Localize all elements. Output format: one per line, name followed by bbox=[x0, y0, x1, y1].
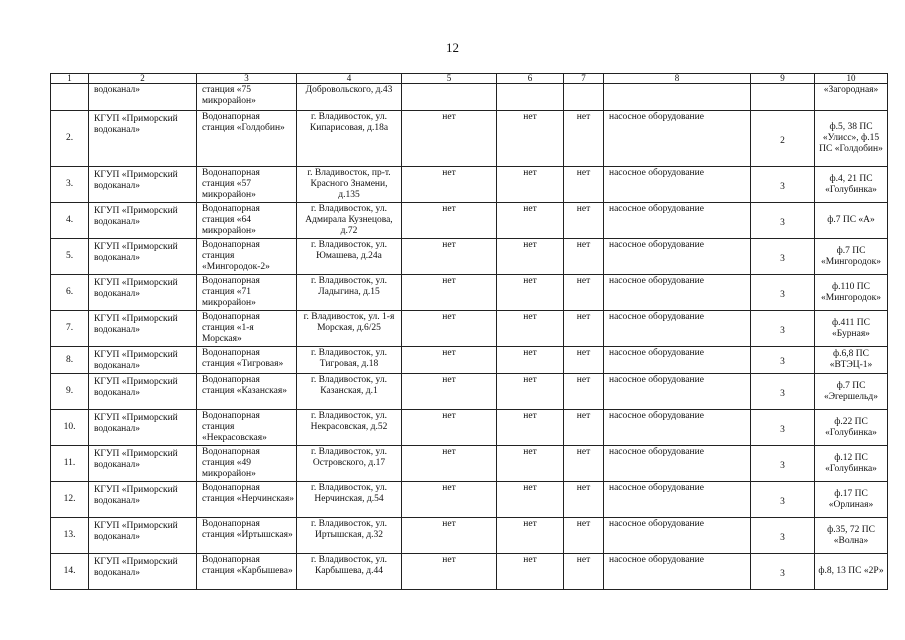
col7-cell: нет bbox=[564, 347, 604, 374]
equipment-cell: насосное оборудование bbox=[604, 374, 751, 410]
category-cell: 3 bbox=[751, 311, 815, 347]
organization-cell: КГУП «Приморский водоканал» bbox=[89, 482, 197, 518]
col5-cell: нет bbox=[402, 446, 497, 482]
row-number-cell: 8. bbox=[51, 347, 89, 374]
power-source-cell: «Загородная» bbox=[815, 84, 888, 111]
organization-cell: КГУП «Приморский водоканал» bbox=[89, 203, 197, 239]
col5-cell: нет bbox=[402, 518, 497, 554]
station-cell: Водонапорная станция «64 микрорайон» bbox=[197, 203, 297, 239]
col5-cell: нет bbox=[402, 410, 497, 446]
category-cell: 3 bbox=[751, 347, 815, 374]
organization-cell: КГУП «Приморский водоканал» bbox=[89, 347, 197, 374]
station-cell: Водонапорная станция «Карбышева» bbox=[197, 554, 297, 590]
column-number: 9 bbox=[751, 74, 815, 84]
equipment-cell: насосное оборудование bbox=[604, 311, 751, 347]
power-source-cell: ф.7 ПС «А» bbox=[815, 203, 888, 239]
table-row bbox=[51, 347, 888, 374]
col5-cell: нет bbox=[402, 554, 497, 590]
station-cell: Водонапорная станция «Мингородок-2» bbox=[197, 239, 297, 275]
col6-cell: нет bbox=[497, 554, 564, 590]
equipment-cell: насосное оборудование bbox=[604, 275, 751, 311]
table-row bbox=[51, 203, 888, 239]
power-source-cell: ф.35, 72 ПС «Волна» bbox=[815, 518, 888, 554]
category-cell: 3 bbox=[751, 203, 815, 239]
address-cell: г. Владивосток, ул. Ладыгина, д.15 bbox=[297, 275, 402, 311]
power-source-cell: ф.411 ПС «Бурная» bbox=[815, 311, 888, 347]
power-source-cell: ф.110 ПС «Мингородок» bbox=[815, 275, 888, 311]
organization-cell: КГУП «Приморский водоканал» bbox=[89, 410, 197, 446]
column-number: 5 bbox=[402, 74, 497, 84]
equipment-cell: насосное оборудование bbox=[604, 239, 751, 275]
equipment-cell: насосное оборудование bbox=[604, 482, 751, 518]
col7-cell: нет bbox=[564, 311, 604, 347]
category-cell: 3 bbox=[751, 446, 815, 482]
column-number: 4 bbox=[297, 74, 402, 84]
col7-cell: нет bbox=[564, 554, 604, 590]
address-cell: Добровольского, д.43 bbox=[297, 84, 402, 111]
col6-cell: нет bbox=[497, 347, 564, 374]
col6-cell: нет bbox=[497, 111, 564, 167]
row-number-cell: 14. bbox=[51, 554, 89, 590]
table-row bbox=[51, 446, 888, 482]
col5-cell: нет bbox=[402, 347, 497, 374]
column-number: 6 bbox=[497, 74, 564, 84]
power-source-cell: ф.4, 21 ПС «Голубинка» bbox=[815, 167, 888, 203]
category-cell: 3 bbox=[751, 554, 815, 590]
table-row bbox=[51, 311, 888, 347]
address-cell: г. Владивосток, ул. 1-я Морская, д.6/25 bbox=[297, 311, 402, 347]
equipment-cell: насосное оборудование bbox=[604, 203, 751, 239]
power-source-cell: ф.8, 13 ПС «2Р» bbox=[815, 554, 888, 590]
address-cell: г. Владивосток, ул. Некрасовская, д.52 bbox=[297, 410, 402, 446]
address-cell: г. Владивосток, ул. Тигровая, д.18 bbox=[297, 347, 402, 374]
page-number: 12 bbox=[446, 40, 459, 55]
row-number-cell: 13. bbox=[51, 518, 89, 554]
col7-cell: нет bbox=[564, 410, 604, 446]
row-number-cell: 12. bbox=[51, 482, 89, 518]
row-number-cell: 2. bbox=[51, 111, 89, 167]
stations-table bbox=[50, 73, 888, 590]
col6-cell: нет bbox=[497, 203, 564, 239]
col6-cell: нет bbox=[497, 482, 564, 518]
station-cell: Водонапорная станция «57 микрорайон» bbox=[197, 167, 297, 203]
power-source-cell: ф.6,8 ПС «ВТЭЦ-1» bbox=[815, 347, 888, 374]
category-cell: 3 bbox=[751, 167, 815, 203]
col7-cell: нет bbox=[564, 518, 604, 554]
col5-cell: нет bbox=[402, 275, 497, 311]
col7-cell: нет bbox=[564, 167, 604, 203]
power-source-cell: ф.22 ПС «Голубинка» bbox=[815, 410, 888, 446]
category-cell: 3 bbox=[751, 482, 815, 518]
col5-cell: нет bbox=[402, 374, 497, 410]
station-cell: Водонапорная станция «49 микрорайон» bbox=[197, 446, 297, 482]
col5-cell: нет bbox=[402, 311, 497, 347]
table-row bbox=[51, 410, 888, 446]
equipment-cell: насосное оборудование bbox=[604, 111, 751, 167]
col5-cell: нет bbox=[402, 239, 497, 275]
station-cell: Водонапорная станция «Иртышская» bbox=[197, 518, 297, 554]
address-cell: г. Владивосток, ул. Адмирала Кузнецова, д.72 bbox=[297, 203, 402, 239]
col6-cell bbox=[497, 84, 564, 111]
table-row bbox=[51, 167, 888, 203]
col7-cell: нет bbox=[564, 482, 604, 518]
category-cell: 2 bbox=[751, 111, 815, 167]
column-numbers-row bbox=[51, 74, 888, 84]
table-row bbox=[51, 111, 888, 167]
col6-cell: нет bbox=[497, 239, 564, 275]
col5-cell: нет bbox=[402, 111, 497, 167]
row-number-cell: 7. bbox=[51, 311, 89, 347]
equipment-cell: насосное оборудование bbox=[604, 446, 751, 482]
power-source-cell: ф.5, 38 ПС «Улисс», ф.15 ПС «Голдобин» bbox=[815, 111, 888, 167]
organization-cell: водоканал» bbox=[89, 84, 197, 111]
organization-cell: КГУП «Приморский водоканал» bbox=[89, 111, 197, 167]
category-cell: 3 bbox=[751, 518, 815, 554]
category-cell: 3 bbox=[751, 239, 815, 275]
station-cell: Водонапорная станция «Нерчинская» bbox=[197, 482, 297, 518]
col7-cell: нет bbox=[564, 446, 604, 482]
category-cell: 3 bbox=[751, 275, 815, 311]
col6-cell: нет bbox=[497, 275, 564, 311]
organization-cell: КГУП «Приморский водоканал» bbox=[89, 446, 197, 482]
station-cell: Водонапорная станция «Казанская» bbox=[197, 374, 297, 410]
col6-cell: нет bbox=[497, 311, 564, 347]
col5-cell: нет bbox=[402, 167, 497, 203]
col7-cell: нет bbox=[564, 239, 604, 275]
col7-cell: нет bbox=[564, 111, 604, 167]
address-cell: г. Владивосток, ул. Островского, д.17 bbox=[297, 446, 402, 482]
equipment-cell: насосное оборудование bbox=[604, 410, 751, 446]
equipment-cell bbox=[604, 84, 751, 111]
col5-cell: нет bbox=[402, 482, 497, 518]
continuation-row bbox=[51, 84, 888, 111]
col6-cell: нет bbox=[497, 167, 564, 203]
address-cell: г. Владивосток, ул. Иртышская, д.32 bbox=[297, 518, 402, 554]
address-cell: г. Владивосток, ул. Нерчинская, д.54 bbox=[297, 482, 402, 518]
row-number-cell: 10. bbox=[51, 410, 89, 446]
station-cell: Водонапорная станция «Голдобин» bbox=[197, 111, 297, 167]
station-cell: Водонапорная станция «Тигровая» bbox=[197, 347, 297, 374]
table-row bbox=[51, 554, 888, 590]
organization-cell: КГУП «Приморский водоканал» bbox=[89, 518, 197, 554]
column-number: 10 bbox=[815, 74, 888, 84]
equipment-cell: насосное оборудование bbox=[604, 518, 751, 554]
equipment-cell: насосное оборудование bbox=[604, 347, 751, 374]
organization-cell: КГУП «Приморский водоканал» bbox=[89, 311, 197, 347]
column-number: 3 bbox=[197, 74, 297, 84]
power-source-cell: ф.7 ПС «Мингородок» bbox=[815, 239, 888, 275]
power-source-cell: ф.17 ПС «Орлиная» bbox=[815, 482, 888, 518]
row-number-cell: 3. bbox=[51, 167, 89, 203]
table-row bbox=[51, 275, 888, 311]
col6-cell: нет bbox=[497, 410, 564, 446]
table-row bbox=[51, 239, 888, 275]
organization-cell: КГУП «Приморский водоканал» bbox=[89, 239, 197, 275]
station-cell: Водонапорная станция «Некрасовская» bbox=[197, 410, 297, 446]
table-row bbox=[51, 518, 888, 554]
row-number-cell: 6. bbox=[51, 275, 89, 311]
col5-cell bbox=[402, 84, 497, 111]
col6-cell: нет bbox=[497, 374, 564, 410]
column-number: 8 bbox=[604, 74, 751, 84]
address-cell: г. Владивосток, ул. Казанская, д.1 bbox=[297, 374, 402, 410]
row-number-cell bbox=[51, 84, 89, 111]
row-number-cell: 11. bbox=[51, 446, 89, 482]
table-row bbox=[51, 374, 888, 410]
station-cell: Водонапорная станция «71 микрорайон» bbox=[197, 275, 297, 311]
row-number-cell: 4. bbox=[51, 203, 89, 239]
address-cell: г. Владивосток, ул. Кипарисовая, д.18а bbox=[297, 111, 402, 167]
col6-cell: нет bbox=[497, 446, 564, 482]
column-number: 1 bbox=[51, 74, 89, 84]
organization-cell: КГУП «Приморский водоканал» bbox=[89, 374, 197, 410]
power-source-cell: ф.12 ПС «Голубинка» bbox=[815, 446, 888, 482]
station-cell: станция «75 микрорайон» bbox=[197, 84, 297, 111]
address-cell: г. Владивосток, пр-т. Красного Знамени, д.135 bbox=[297, 167, 402, 203]
table-row bbox=[51, 482, 888, 518]
category-cell: 3 bbox=[751, 410, 815, 446]
row-number-cell: 9. bbox=[51, 374, 89, 410]
col7-cell bbox=[564, 84, 604, 111]
col6-cell: нет bbox=[497, 518, 564, 554]
col5-cell: нет bbox=[402, 203, 497, 239]
column-number: 7 bbox=[564, 74, 604, 84]
organization-cell: КГУП «Приморский водоканал» bbox=[89, 554, 197, 590]
organization-cell: КГУП «Приморский водоканал» bbox=[89, 167, 197, 203]
equipment-cell: насосное оборудование bbox=[604, 167, 751, 203]
equipment-cell: насосное оборудование bbox=[604, 554, 751, 590]
address-cell: г. Владивосток, ул. Карбышева, д.44 bbox=[297, 554, 402, 590]
col7-cell: нет bbox=[564, 374, 604, 410]
col7-cell: нет bbox=[564, 275, 604, 311]
address-cell: г. Владивосток, ул. Юмашева, д.24а bbox=[297, 239, 402, 275]
row-number-cell: 5. bbox=[51, 239, 89, 275]
power-source-cell: ф.7 ПС «Эгершельд» bbox=[815, 374, 888, 410]
station-cell: Водонапорная станция «1-я Морская» bbox=[197, 311, 297, 347]
column-number: 2 bbox=[89, 74, 197, 84]
organization-cell: КГУП «Приморский водоканал» bbox=[89, 275, 197, 311]
category-cell bbox=[751, 84, 815, 111]
category-cell: 3 bbox=[751, 374, 815, 410]
col7-cell: нет bbox=[564, 203, 604, 239]
